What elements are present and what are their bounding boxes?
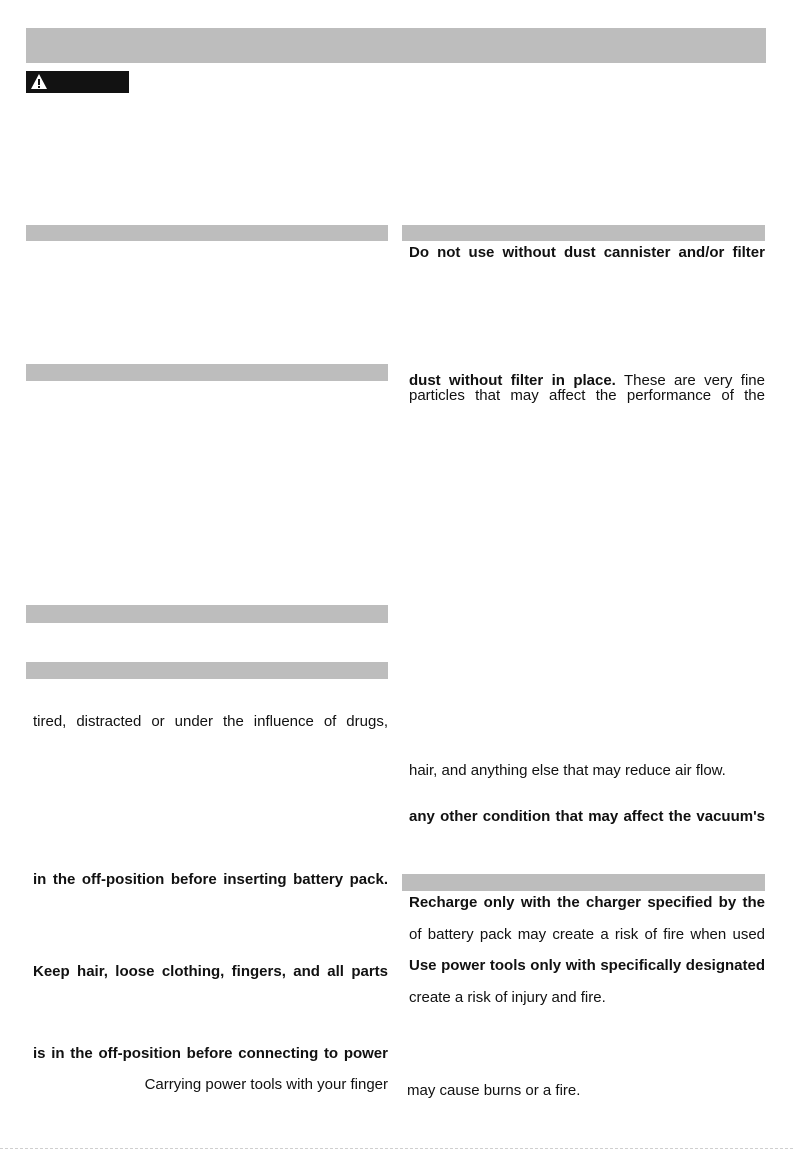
connect-power-line: is in the off-position before connecting to power [33, 1045, 388, 1062]
section-bar-electrical-safety [26, 364, 388, 381]
burns-line: may cause burns or a fire. [407, 1082, 581, 1099]
recharge-line: Recharge only with the charger specified by the [409, 894, 765, 911]
off-position-line: in the off-position before inserting battery pack. [33, 871, 388, 888]
air-flow-line: hair, and anything else that may reduce air flow. [409, 762, 726, 779]
section-bar-right-top [402, 225, 765, 241]
page-edge-mark [0, 1148, 793, 1150]
dust-cannister-line: Do not use without dust cannister and/or filter [409, 244, 765, 261]
injury-fire-line: create a risk of injury and fire. [409, 989, 606, 1006]
section-bar-work-area [26, 225, 388, 241]
warning-signal-label [26, 71, 129, 93]
battery-fire-line: of battery pack may create a risk of fire when used [409, 926, 765, 943]
fine-dust-bold: dust without filter in place. [409, 372, 616, 389]
section-bar-personal-safety-a [26, 605, 388, 623]
warning-triangle-icon [30, 73, 48, 95]
fine-dust-rest: These are very fine [615, 372, 765, 389]
designated-line: Use power tools only with specifically designated [409, 957, 765, 974]
keep-hair-line: Keep hair, loose clothing, fingers, and all parts [33, 963, 388, 980]
section-bar-personal-safety-b [26, 662, 388, 679]
particles-line: particles that may affect the performance of the [409, 387, 765, 404]
use-care-line: tired, distracted or under the influence of drugs, [33, 713, 388, 730]
title-bar [26, 28, 766, 63]
other-condition-line: any other condition that may affect the vacuum's [409, 808, 765, 825]
carrying-line: Carrying power tools with your finger [144, 1076, 388, 1093]
section-bar-battery-tool [402, 874, 765, 891]
